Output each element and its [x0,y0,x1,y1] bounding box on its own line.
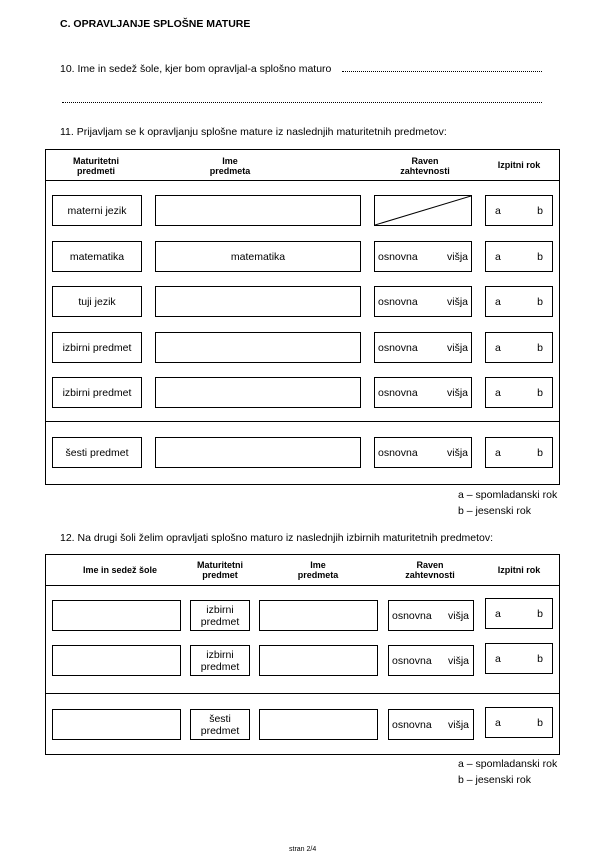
q10-answer-line-1[interactable] [342,71,542,72]
term-b-option[interactable]: b [537,716,543,729]
q11-header-divider [45,180,560,181]
q11-header-name: Ime predmeta [209,156,251,176]
q12-row-subject: šesti predmet [190,709,250,740]
q12-row-school-field[interactable] [52,645,181,676]
q12-row-level[interactable] [388,600,474,631]
q11-row-term[interactable] [485,437,553,468]
level-higher-option[interactable]: višja [446,250,468,263]
term-b-option[interactable]: b [537,607,543,620]
level-basic-option[interactable]: osnovna [378,341,418,354]
q11-sixth-divider [45,421,560,422]
term-a-option[interactable]: a [495,446,501,459]
q12-row-level[interactable] [388,709,474,740]
term-a-option[interactable]: a [495,716,501,729]
q11-row-term[interactable] [485,332,553,363]
q11-row-level[interactable] [374,377,472,408]
level-higher-option[interactable]: višja [447,654,469,667]
term-b-option[interactable]: b [537,250,543,263]
level-basic-option[interactable]: osnovna [392,718,432,731]
crossed-out-icon [375,196,471,225]
q12-label: 12. Na drugi šoli želim opravljati splošno maturo iz naslednjih izbirnih maturitetnih predmetov: [60,532,494,544]
level-basic-option[interactable]: osnovna [378,250,418,263]
q12-row-subject: izbirni predmet [190,600,250,631]
term-a-option[interactable]: a [495,204,501,217]
q11-row-level[interactable] [374,241,472,272]
q11-row-term[interactable] [485,286,553,317]
q11-row-level[interactable] [374,332,472,363]
level-higher-option[interactable]: višja [447,718,469,731]
legend-term-b: b – jesenski rok [458,505,531,517]
page-number: stran 2/4 [289,846,317,853]
term-a-option[interactable]: a [495,386,501,399]
q11-row-term[interactable] [485,241,553,272]
q11-header-level: Raven zahtevnosti [400,156,450,176]
term-a-option[interactable]: a [495,341,501,354]
level-higher-option[interactable]: višja [446,386,468,399]
q10-answer-line-2[interactable] [62,102,542,103]
term-a-option[interactable]: a [495,652,501,665]
q11-row-level[interactable] [374,437,472,468]
q11-row-name-field[interactable] [155,437,361,468]
term-b-option[interactable]: b [537,341,543,354]
level-higher-option[interactable]: višja [446,341,468,354]
q12-row-name-field[interactable] [259,645,378,676]
q12-row-term[interactable] [485,707,553,738]
level-higher-option[interactable]: višja [447,609,469,622]
q11-row-term[interactable] [485,377,553,408]
q12-header-term: Izpitni rok [497,565,541,575]
q12-row-term[interactable] [485,598,553,629]
term-a-option[interactable]: a [495,250,501,263]
q11-row-level-crossed [374,195,472,226]
section-title: C. OPRAVLJANJE SPLOŠNE MATURE [60,18,251,30]
q11-label: 11. Prijavljam se k opravljanju splošne mature iz naslednjih maturitetnih predmetov: [60,126,447,138]
q11-row-subject: izbirni predmet [52,332,142,363]
level-higher-option[interactable]: višja [446,295,468,308]
q12-sixth-divider [45,693,560,694]
legend-term-a: a – spomladanski rok [458,489,558,501]
term-b-option[interactable]: b [537,204,543,217]
q11-header-subjects: Maturitetni predmeti [73,156,119,176]
q12-row-name-field[interactable] [259,600,378,631]
q11-row-subject: tuji jezik [52,286,142,317]
level-basic-option[interactable]: osnovna [378,386,418,399]
q12-header-school: Ime in sedež šole [82,565,158,575]
q12-header-level: Raven zahtevnosti [405,560,455,580]
q12-row-name-field[interactable] [259,709,378,740]
level-basic-option[interactable]: osnovna [378,295,418,308]
level-basic-option[interactable]: osnovna [378,446,418,459]
term-b-option[interactable]: b [537,295,543,308]
q12-row-term[interactable] [485,643,553,674]
level-basic-option[interactable]: osnovna [392,654,432,667]
q11-header-term: Izpitni rok [497,160,541,170]
legend-term-b: b – jesenski rok [458,774,531,786]
q11-row-subject: materni jezik [52,195,142,226]
term-b-option[interactable]: b [537,652,543,665]
q12-row-subject: izbirni predmet [190,645,250,676]
term-b-option[interactable]: b [537,446,543,459]
q11-row-subject: matematika [52,241,142,272]
term-a-option[interactable]: a [495,295,501,308]
term-a-option[interactable]: a [495,607,501,620]
level-basic-option[interactable]: osnovna [392,609,432,622]
q12-row-level[interactable] [388,645,474,676]
q11-row-subject: šesti predmet [52,437,142,468]
level-higher-option[interactable]: višja [446,446,468,459]
q10-label: 10. Ime in sedež šole, kjer bom opravljal-a splošno maturo [60,63,332,75]
q11-row-name-field[interactable] [155,332,361,363]
q12-row-school-field[interactable] [52,709,181,740]
q11-row-name-field[interactable] [155,286,361,317]
q11-row-level[interactable] [374,286,472,317]
q11-row-term[interactable] [485,195,553,226]
q11-row-subject: izbirni predmet [52,377,142,408]
q12-header-subject: Maturitetni predmet [197,560,243,580]
term-b-option[interactable]: b [537,386,543,399]
legend-term-a: a – spomladanski rok [458,758,558,770]
q11-row-name-field[interactable] [155,377,361,408]
q12-row-school-field[interactable] [52,600,181,631]
q12-header-name: Ime predmeta [297,560,339,580]
q12-header-divider [45,585,560,586]
q11-row-name-field[interactable] [155,195,361,226]
q11-row-name-field[interactable]: matematika [155,241,361,272]
